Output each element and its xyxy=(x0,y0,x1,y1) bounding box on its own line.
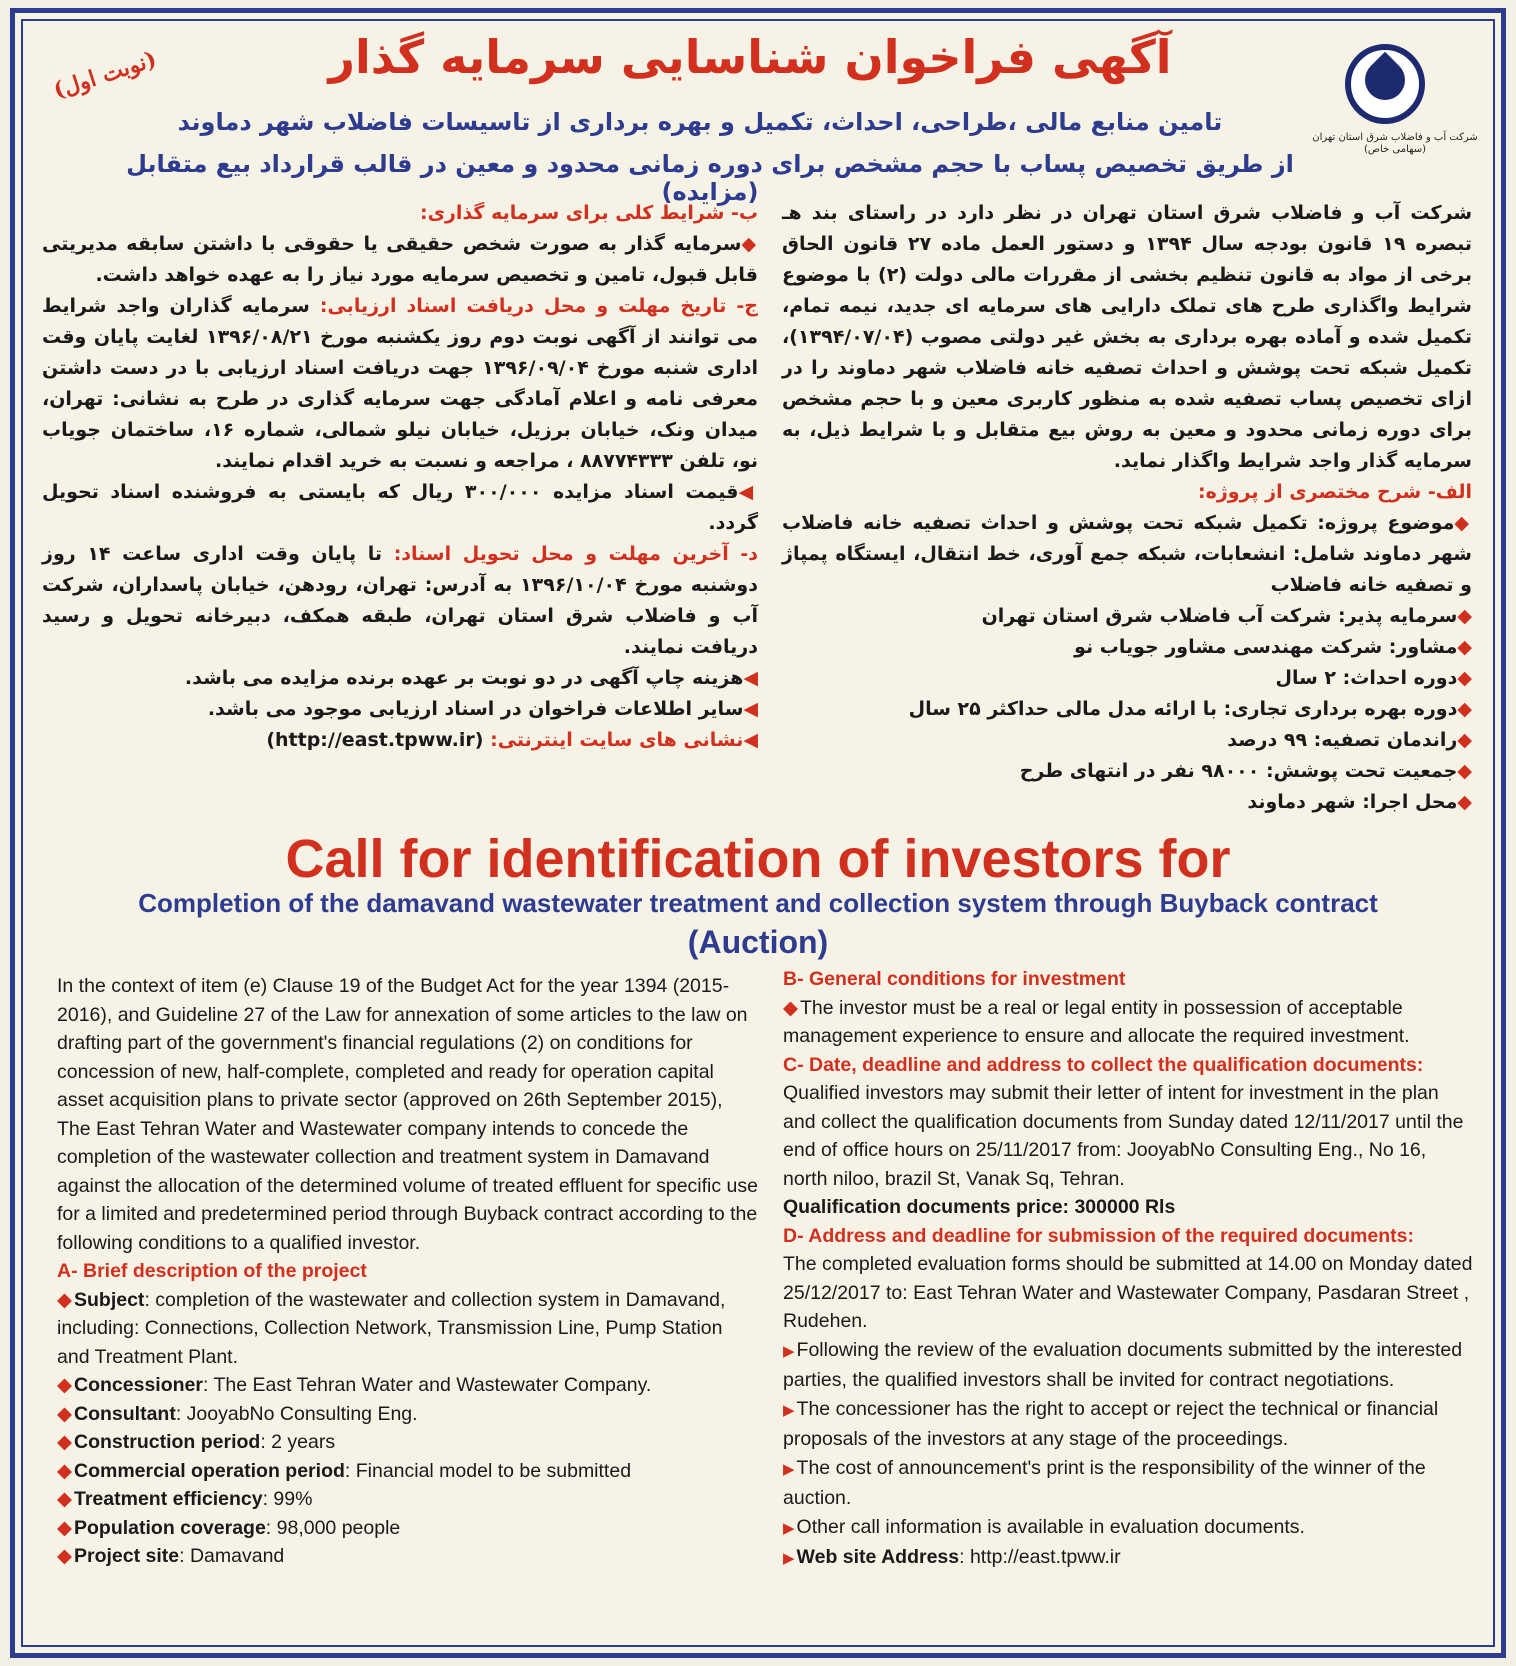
en-intro: In the context of item (e) Clause 19 of the Budget Act for the year 1394 (2015-2016), and Guideline 27 of the Law for annexation of some articles to the law on drafting part of the government's financial regulations (2) on conditions for concession of new, half-complete, completed and ready for operation capital asset acquisition plans to private sector (approved on 26th September 2015), The East Tehran Water and Wastewater company intends to concede the completion of the wastewater collection and treatment system in Damavand against the allocation of the determined volume of treated effluent for specific use for a limited and predetermined period through Buyback contract according to the following conditions to a qualified investor. xyxy=(57,975,758,1254)
en-item-construction-label: Construction period xyxy=(74,1431,261,1453)
en-section-c-heading: C- Date, deadline and address to collect the qualification documents: xyxy=(783,1053,1424,1076)
en-item-site-label: Project site xyxy=(74,1545,180,1567)
en-subtitle-1: Completion of the damavand wastewater treatment and collection system through Buyback contract xyxy=(138,888,1378,918)
en-bullet-other: ▶ Other call information is available in evaluation documents. xyxy=(783,1513,1473,1544)
fa-subtitle-1: تامین منابع مالی ،طراحی، احداث، تکمیل و بهره برداری از تاسیسات فاضلاب شهر دماوند xyxy=(177,108,1223,136)
en-item-site-text: : Damavand xyxy=(179,1545,285,1567)
first-publication-badge: (نوبت اول) xyxy=(50,46,160,104)
fa-item-subject: ◆ موضوع پروژه: تکمیل شبکه تحت پوشش و احداث تصفیه خانه فاضلاب شهر دماوند شامل: انشعابات، شبکه جمع آوری، خط انتقال، ایستگاه پمپاژ و تصفیه خانه فاضلاب xyxy=(782,508,1472,601)
en-item-subject-text: : completion of the wastewater and collection system in Damavand, including: Connections, Collection Network, Transmission Line, Pump Station and Treatment Plant. xyxy=(57,1288,726,1368)
en-item-efficiency-label: Treatment efficiency xyxy=(74,1488,263,1510)
logo-caption: شرکت آب و فاضلاب شرق استان تهران (سهامی خاص) xyxy=(1312,132,1478,155)
fa-section-c xyxy=(42,291,758,477)
en-item-operation-label: Commercial operation period xyxy=(74,1459,345,1482)
en-item-concessioner-label: Concessioner xyxy=(74,1374,203,1396)
en-item-consultant xyxy=(57,1400,759,1429)
fa-section-d xyxy=(42,539,758,663)
en-section-c-text: Qualified investors may submit their letter of intent for investment in the plan and collect the qualification documents from Sunday dated 12/11/2017 until the end of office hours on 25/11/2017 from: JooyabNo Consulting Eng., No 16, north niloo, brazil St, Vanak Sq, Tehran. xyxy=(783,1082,1464,1190)
fa-title: آگهی فراخوان شناسایی سرمایه گذار xyxy=(328,30,1172,84)
fa-section-a-heading: الف- شرح مختصری از پروژه: xyxy=(1198,481,1472,503)
en-item-consultant-label: Consultant xyxy=(74,1402,176,1425)
fa-left-column xyxy=(42,198,758,756)
fa-section-b-heading: ب- شرایط کلی برای سرمایه گذاری: xyxy=(419,202,758,224)
en-item-construction xyxy=(57,1428,759,1457)
en-item-subject xyxy=(57,1286,759,1372)
fa-section-c-text: سرمایه گذاران واجد شرایط می توانند از آگهی نوبت دوم روز یکشنبه مورخ ۱۳۹۶/۰۸/۲۱ لغایت پایان وقت اداری شنبه مورخ ۱۳۹۶/۰۹/۰۴ جهت دریافت اسناد ارزیابی با در دست داشتن معرفی نامه و اعلام آمادگی جهت سرمایه گذاری در طرح به نشانی: تهران، میدان ونک، خیابان برزیل، خیابان نیلو شمالی، شماره ۱۶، ساختمان جویاب نو، تلفن ۸۸۷۷۴۳۳۳ ، مراجعه و نسبت به خرید اقدام نمایند. xyxy=(42,295,759,472)
fa-item-population: ◆ جمعیت تحت پوشش: ۹۸۰۰۰ نفر در انتهای طرح xyxy=(782,756,1472,787)
en-bullet-review: ▶ Following the review of the evaluation documents submitted by the interested parties, the qualified investors shall be invited for contract negotiations. xyxy=(783,1336,1473,1395)
fa-section-d-text: تا پایان وقت اداری ساعت ۱۴ روز دوشنبه مورخ ۱۳۹۶/۱۰/۰۴ به آدرس: تهران، رودهن، خیابان پاسداران، شرکت آب و فاضلاب شرق استان تهران، طبقه همکف، دبیرخانه تحویل و رسید دریافت نمایند. xyxy=(42,543,758,658)
fa-website-link[interactable]: (http://east.tpww.ir) xyxy=(266,729,484,751)
en-item-population xyxy=(57,1514,759,1543)
fa-intro: شرکت آب و فاضلاب شرق استان تهران در نظر دارد در راستای بند هـ تبصره ۱۹ قانون بودجه سال ۱۳۹۴ و دستور العمل ماده ۲۷ قانون الحاق برخی از مواد به قانون تنظیم بخشی از مقررات مالی دولت (۲) با موضوع شرایط واگذاری طرح های تملک دارایی های سرمایه ای جدید، نیمه تمام، تکمیل شده و آماده بهره برداری به بخش غیر دولتی مصوب (۱۳۹۴/۰۷/۰۴)، تکمیل شبکه تحت پوشش و احداث تصفیه خانه فاضلاب شهر دماوند را در ازای تخصیص پساب تصفیه شده به منظور کاربری معین و با حجم مشخص برای دوره زمانی محدود و معین به روش بیع متقابل و با شرایط ذیل، به سرمایه گذار واجد شرایط واگذار نماید. xyxy=(782,202,1473,472)
en-section-d-text: The completed evaluation forms should be submitted at 14.00 on Monday dated 25/12/2017 to: East Tehran Water and Wastewater Company, Pasdaran Street , Rudehen. xyxy=(783,1253,1473,1332)
en-item-efficiency-text: : 99% xyxy=(262,1488,313,1510)
en-item-operation-text: : Financial model to be submitted xyxy=(344,1459,632,1482)
en-price: Qualification documents price: 300000 Rls xyxy=(783,1196,1176,1218)
fa-item-operation: ◆ دوره بهره برداری تجاری: با ارائه مدل مالی حداکثر ۲۵ سال xyxy=(782,694,1472,725)
en-item-consultant-text: : JooyabNo Consulting Eng. xyxy=(175,1402,418,1425)
fa-cost: ◀ هزینه چاپ آگهی در دو نوبت بر عهده برنده مزایده می باشد. xyxy=(42,663,758,694)
en-website-label: Web site Address xyxy=(796,1546,960,1568)
fa-item-site: ◆ محل اجرا: شهر دماوند xyxy=(782,787,1472,818)
fa-right-column xyxy=(782,198,1472,818)
fa-item-concessioner: ◆ سرمایه پذیر: شرکت آب فاضلاب شرق استان تهران xyxy=(782,601,1472,632)
en-section-a-heading: A- Brief description of the project xyxy=(57,1260,367,1282)
fa-other-info: ◀ سایر اطلاعات فراخوان در اسناد ارزیابی موجود می باشد. xyxy=(42,694,758,725)
en-item-site xyxy=(57,1542,759,1571)
fa-b-item: ◆ سرمایه گذار به صورت شخص حقیقی یا حقوقی با داشتن سابقه مدیریتی قابل قبول، تامین و تخصیص سرمایه مورد نیاز را به عهده خواهد داشت. xyxy=(42,229,758,291)
fa-website xyxy=(42,725,758,756)
company-logo xyxy=(1305,26,1485,156)
en-subtitle-2: (Auction) xyxy=(687,924,829,960)
en-item-population-text: : 98,000 people xyxy=(265,1516,401,1539)
en-item-operation xyxy=(57,1457,759,1486)
en-section-b-heading: B- General conditions for investment xyxy=(783,968,1126,990)
fa-item-consultant: ◆ مشاور: شرکت مهندسی مشاور جویاب نو xyxy=(782,632,1472,663)
en-title: Call for identification of investors for xyxy=(285,829,1231,889)
en-item-efficiency xyxy=(57,1485,759,1514)
en-section-c xyxy=(783,1051,1473,1194)
fa-section-c-heading: ج- تاریخ مهلت و محل دریافت اسناد ارزیابی: xyxy=(319,295,758,317)
en-item-construction-text: : 2 years xyxy=(260,1431,336,1453)
en-right-column xyxy=(783,965,1473,1574)
fa-website-label: نشانی های سایت اینترنتی: xyxy=(490,729,744,751)
fa-price: ◀ قیمت اسناد مزایده ۳۰۰/۰۰۰ ریال که بایستی به فروشنده اسناد تحویل گردد. xyxy=(42,477,758,539)
en-item-concessioner xyxy=(57,1371,759,1400)
fa-section-d-heading: د- آخرین مهلت و محل تحویل اسناد: xyxy=(393,543,758,565)
en-bullet-cost: ▶ The cost of announcement's print is the responsibility of the winner of the auction. xyxy=(783,1454,1473,1513)
en-item-population-label: Population coverage xyxy=(74,1516,266,1539)
en-website-link[interactable]: : http://east.tpww.ir xyxy=(959,1546,1121,1568)
en-left-column xyxy=(57,972,759,1571)
en-bullet-rights: ▶ The concessioner has the right to accept or reject the technical or financial proposals of the investors at any stage of the proceedings. xyxy=(783,1395,1473,1454)
en-b-item: ◆ The investor must be a real or legal entity in possession of acceptable management experience to ensure and allocate the required investment. xyxy=(783,994,1473,1051)
en-section-d-heading: D- Address and deadline for submission of the required documents: xyxy=(783,1224,1414,1247)
en-item-subject-label: Subject xyxy=(74,1288,145,1311)
fa-subtitle-2: از طریق تخصیص پساب با حجم مشخص برای دوره زمانی محدود و معین در قالب قرارداد بیع متقابل (مزایده) xyxy=(126,150,1294,206)
en-website xyxy=(783,1543,1473,1574)
fa-item-construction: ◆ دوره احداث: ۲ سال xyxy=(782,663,1472,694)
en-item-concessioner-text: : The East Tehran Water and Wastewater Company. xyxy=(202,1374,652,1396)
fa-item-efficiency: ◆ راندمان تصفیه: ۹۹ درصد xyxy=(782,725,1472,756)
